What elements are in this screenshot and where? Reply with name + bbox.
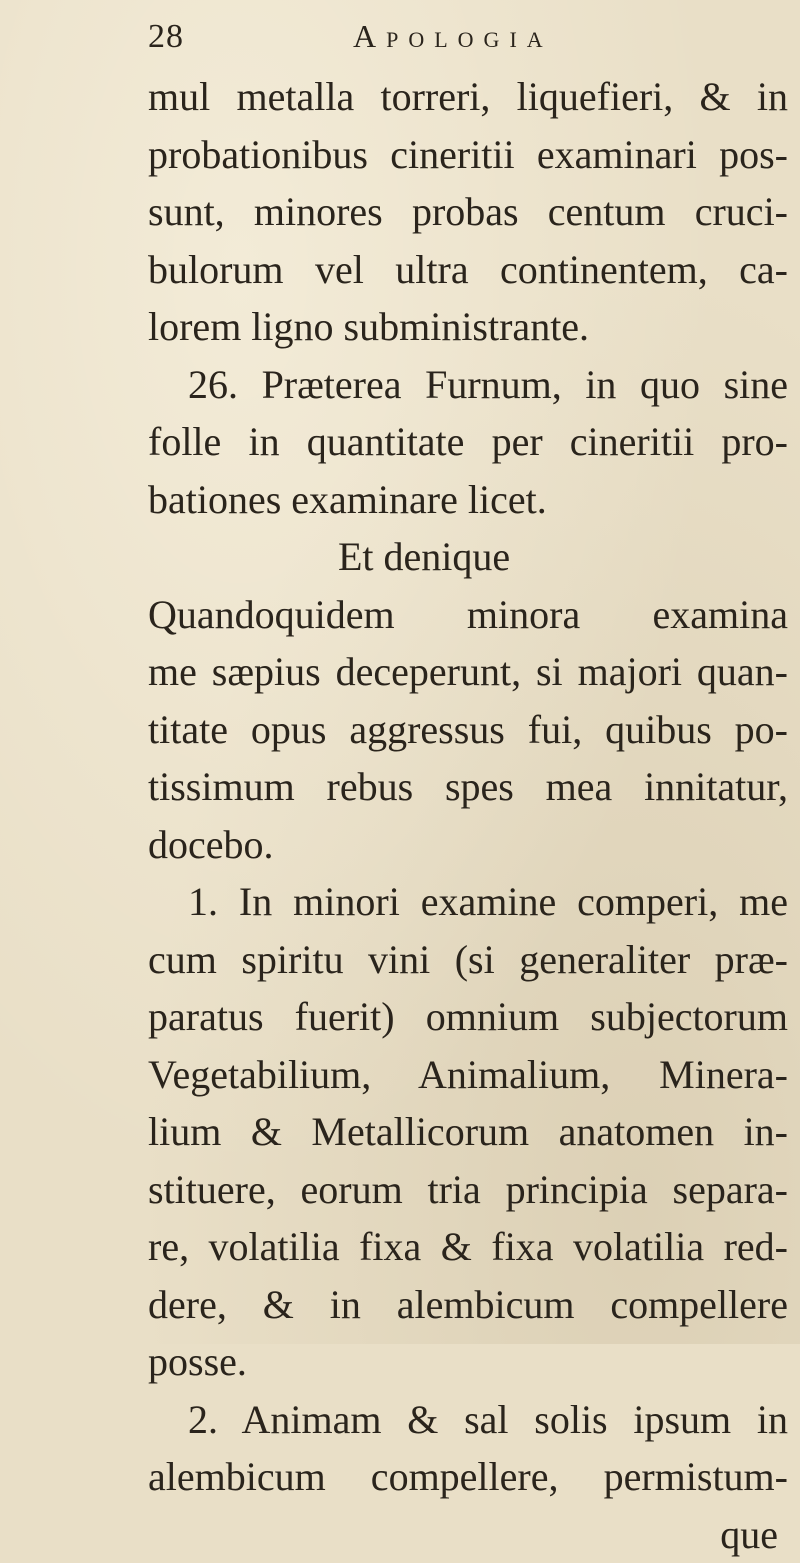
text-line: probationibus cineritii examinari pos- [148,126,788,184]
text-line: lorem ligno subministrante. [148,298,788,356]
text-line: me sæpius deceperunt, si majori quan- [148,643,788,701]
text-line: posse. [148,1333,788,1391]
text-line: sunt, minores probas centum cruci- [148,183,788,241]
text-line: bationes examinare licet. [148,471,788,529]
section-heading: Et denique [148,528,788,586]
text-line: cum spiritu vini (si generaliter præ- [148,931,788,989]
running-head [148,14,748,62]
text-line: Vegetabilium, Animalium, Minera- [148,1046,788,1104]
paragraph-start-line: 2. Animam & sal solis ipsum in [148,1391,788,1449]
text-line: bulorum vel ultra continentem, ca- [148,241,788,299]
text-line: mul metalla torreri, liquefieri, & in [148,68,788,126]
text-line: docebo. [148,816,788,874]
text-line: titate opus aggressus fui, quibus po- [148,701,788,759]
text-line: Quandoquidem minora examina [148,586,788,644]
text-line: stituere, eorum tria principia separa- [148,1161,788,1219]
text-line: paratus fuerit) omnium subjectorum [148,988,788,1046]
text-line: dere, & in alembicum compellere [148,1276,788,1334]
paragraph-start-line: 1. In minori examine comperi, me [148,873,788,931]
text-line: re, volatilia fixa & fixa volatilia red- [148,1218,788,1276]
paragraph-start-line: 26. Præterea Furnum, in quo sine [148,356,788,414]
text-line: tissimum rebus spes mea innitatur, [148,758,788,816]
text-line: alembicum compellere, permistum- [148,1448,788,1506]
page-number: 28 [148,18,184,56]
body-text [148,68,788,1563]
text-line: lium & Metallicorum anatomen in- [148,1103,788,1161]
running-title: Apologia [353,18,553,55]
text-line: folle in quantitate per cineritii pro- [148,413,788,471]
catchword: que [148,1506,788,1563]
